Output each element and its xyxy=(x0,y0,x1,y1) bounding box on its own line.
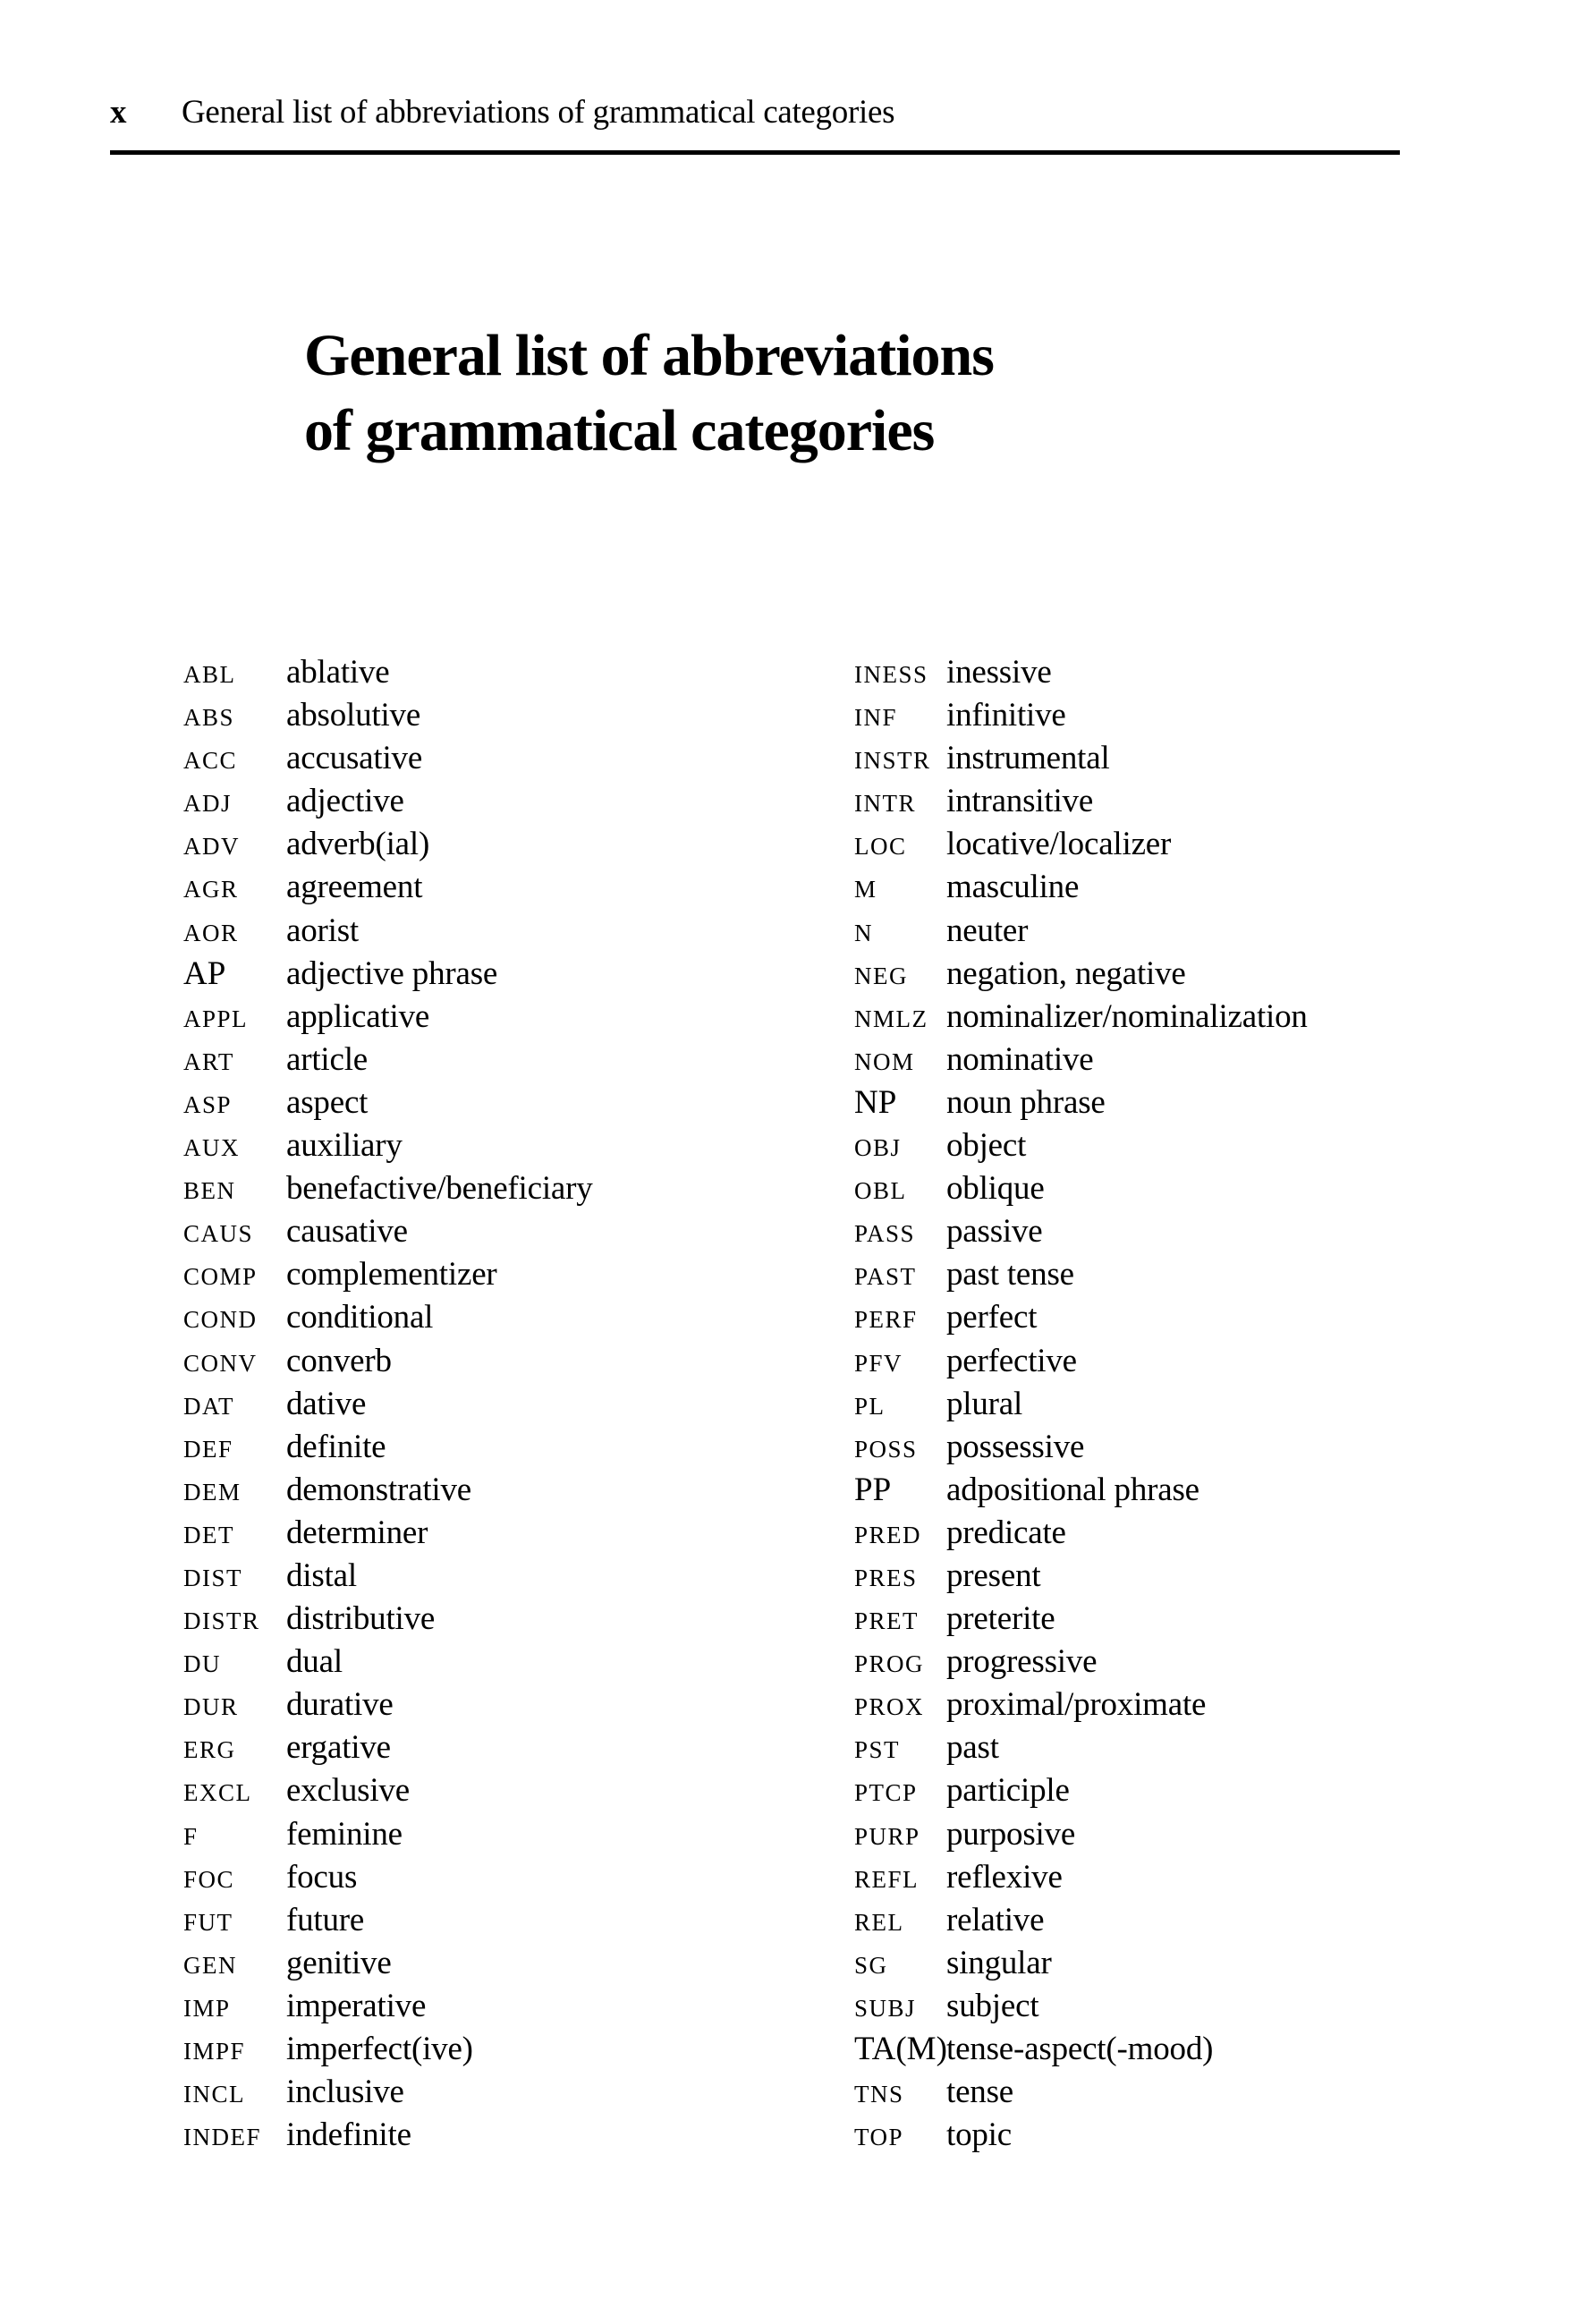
abbreviation-definition: inessive xyxy=(946,654,1052,691)
abbreviation-definition: instrumental xyxy=(946,740,1110,777)
abbreviation-label: SG xyxy=(854,1951,888,1979)
abbreviation-row xyxy=(183,653,827,696)
abbreviation-row xyxy=(854,1685,1427,1728)
abbreviation-definition: exclusive xyxy=(286,1772,410,1810)
abbreviation-label: ART xyxy=(183,1047,234,1075)
abbreviation-label: PAST xyxy=(854,1263,917,1291)
abbreviation-label: PFV xyxy=(854,1349,903,1377)
abbreviation-row xyxy=(854,1771,1427,1814)
abbreviation-row xyxy=(183,1944,827,1987)
abbreviation-label: PRED xyxy=(854,1521,922,1548)
abbreviation-row xyxy=(854,2073,1427,2116)
abbreviation-row xyxy=(183,1771,827,1814)
abbreviation-definition: auxiliary xyxy=(286,1127,403,1165)
abbreviation-label: INF xyxy=(854,704,898,732)
abbreviation-definition: dative xyxy=(286,1385,367,1422)
page-title xyxy=(304,318,994,469)
abbreviation-definition: noun phrase xyxy=(946,1083,1106,1121)
abbreviation-label: POSS xyxy=(854,1435,918,1463)
abbreviation-definition: accusative xyxy=(286,740,423,777)
abbreviation-definition: benefactive/beneficiary xyxy=(286,1170,593,1208)
abbreviation-row xyxy=(854,1599,1427,1642)
abbreviation-row xyxy=(183,2030,827,2073)
abbreviation-label: AGR xyxy=(183,876,239,903)
abbreviation-definition: feminine xyxy=(286,1815,403,1853)
abbreviation-definition: article xyxy=(286,1040,369,1078)
abbreviation-label: SUBJ xyxy=(854,1994,917,2022)
abbreviation-row xyxy=(183,2116,827,2159)
abbreviation-row xyxy=(854,1728,1427,1771)
abbreviation-label: APPL xyxy=(183,1005,249,1032)
abbreviation-label: BEN xyxy=(183,1177,236,1205)
abbreviation-definition: relative xyxy=(946,1901,1045,1938)
page-number: x xyxy=(110,94,127,131)
abbreviation-definition: nominalizer/nominalization xyxy=(946,997,1308,1035)
abbreviation-row xyxy=(854,1342,1427,1385)
abbreviation-definition: indefinite xyxy=(286,2116,411,2154)
abbreviation-definition: ergative xyxy=(286,1729,391,1767)
abbreviation-row xyxy=(183,696,827,739)
abbreviation-row xyxy=(183,1126,827,1169)
abbreviation-label: DU xyxy=(183,1650,221,1678)
abbreviation-definition: distributive xyxy=(286,1600,436,1638)
abbreviation-label: DIST xyxy=(183,1564,242,1591)
abbreviation-definition: ablative xyxy=(286,654,390,691)
abbreviation-definition: masculine xyxy=(946,869,1080,906)
abbreviation-label: OBL xyxy=(854,1177,907,1205)
abbreviation-definition: passive xyxy=(946,1213,1043,1251)
abbreviation-label: TOP xyxy=(854,2124,904,2151)
abbreviation-label: ADV xyxy=(183,833,240,861)
abbreviation-label: PROX xyxy=(854,1693,925,1721)
abbreviation-row xyxy=(854,696,1427,739)
abbreviation-label: REL xyxy=(854,1908,904,1936)
abbreviation-label: AOR xyxy=(183,919,239,946)
abbreviation-label: NEG xyxy=(854,962,908,989)
running-header-title: General list of abbreviations of grammatical categories xyxy=(182,94,895,131)
abbreviation-definition: perfect xyxy=(946,1299,1038,1336)
abbreviation-definition: progressive xyxy=(946,1643,1098,1681)
abbreviation-definition: agreement xyxy=(286,869,423,906)
abbreviation-definition: inclusive xyxy=(286,2074,404,2111)
abbreviation-label: DEM xyxy=(183,1478,242,1506)
abbreviation-row xyxy=(854,1901,1427,1944)
abbreviation-row xyxy=(854,1255,1427,1298)
abbreviation-definition: adjective xyxy=(286,783,404,820)
abbreviation-column-left xyxy=(183,653,827,2159)
abbreviation-row xyxy=(854,1556,1427,1599)
abbreviation-row xyxy=(854,954,1427,997)
abbreviation-row xyxy=(183,1169,827,1212)
abbreviation-definition: present xyxy=(946,1556,1041,1594)
abbreviation-definition: dual xyxy=(286,1643,343,1681)
abbreviation-label: ACC xyxy=(183,747,238,775)
abbreviation-definition: determiner xyxy=(286,1514,428,1551)
abbreviation-row xyxy=(183,954,827,997)
abbreviation-row xyxy=(854,1944,1427,1987)
abbreviation-label: INCL xyxy=(183,2081,245,2108)
abbreviation-row xyxy=(854,997,1427,1040)
abbreviation-row xyxy=(854,1815,1427,1858)
abbreviation-label: NP xyxy=(854,1083,897,1121)
abbreviation-label: EXCL xyxy=(183,1779,252,1807)
abbreviation-row xyxy=(183,1514,827,1556)
abbreviation-definition: past tense xyxy=(946,1256,1074,1293)
abbreviation-label: PTCP xyxy=(854,1779,918,1807)
abbreviation-row xyxy=(183,912,827,954)
abbreviation-definition: nominative xyxy=(946,1040,1094,1078)
abbreviation-row xyxy=(854,1642,1427,1685)
abbreviation-row xyxy=(854,1040,1427,1083)
abbreviation-row xyxy=(183,782,827,825)
abbreviation-row xyxy=(183,1685,827,1728)
abbreviation-label: ASP xyxy=(183,1090,233,1118)
abbreviation-label: PURP xyxy=(854,1822,920,1850)
abbreviation-label: DET xyxy=(183,1521,234,1548)
abbreviation-row xyxy=(854,1514,1427,1556)
abbreviation-definition: negation, negative xyxy=(946,954,1186,992)
abbreviation-label: ADJ xyxy=(183,790,233,818)
abbreviation-row xyxy=(854,1385,1427,1428)
abbreviation-label: PL xyxy=(854,1392,886,1420)
abbreviation-definition: applicative xyxy=(286,997,430,1035)
abbreviation-label: PP xyxy=(854,1471,892,1508)
abbreviation-definition: purposive xyxy=(946,1815,1076,1853)
abbreviation-row xyxy=(854,825,1427,868)
abbreviation-label: INSTR xyxy=(854,747,931,775)
abbreviation-definition: adjective phrase xyxy=(286,954,498,992)
abbreviation-label: IMPF xyxy=(183,2038,246,2065)
abbreviation-definition: tense-aspect(-mood) xyxy=(946,2031,1214,2067)
abbreviation-row xyxy=(183,1212,827,1255)
abbreviation-definition: durative xyxy=(286,1686,394,1724)
abbreviation-label: TNS xyxy=(854,2081,904,2108)
abbreviation-definition: distal xyxy=(286,1556,357,1594)
abbreviation-label: INTR xyxy=(854,790,916,818)
abbreviation-label: GEN xyxy=(183,1951,237,1979)
abbreviation-label: FUT xyxy=(183,1908,233,1936)
header-rule xyxy=(110,150,1400,155)
abbreviation-definition: participle xyxy=(946,1772,1070,1810)
abbreviation-definition: intransitive xyxy=(946,783,1094,820)
abbreviation-definition: demonstrative xyxy=(286,1471,472,1508)
abbreviation-row xyxy=(854,2030,1427,2073)
abbreviation-definition: oblique xyxy=(946,1170,1045,1208)
page-title-line-2: of grammatical categories xyxy=(304,398,935,463)
abbreviation-row xyxy=(183,739,827,782)
abbreviation-definition: aorist xyxy=(286,912,360,949)
abbreviation-definition: object xyxy=(946,1127,1027,1165)
abbreviation-row xyxy=(183,1255,827,1298)
abbreviation-label: PRES xyxy=(854,1564,918,1591)
page-title-line-1: General list of abbreviations xyxy=(304,323,994,388)
abbreviation-row xyxy=(183,1815,827,1858)
abbreviation-label: PST xyxy=(854,1736,901,1764)
abbreviation-label: PRET xyxy=(854,1607,920,1635)
abbreviation-definition: perfective xyxy=(946,1342,1077,1379)
abbreviation-definition: predicate xyxy=(946,1514,1066,1551)
abbreviation-definition: adverb(ial) xyxy=(286,826,430,863)
abbreviation-label: LOC xyxy=(854,833,907,861)
abbreviation-label: F xyxy=(183,1822,199,1850)
abbreviation-label: FOC xyxy=(183,1865,235,1893)
abbreviation-label: COND xyxy=(183,1306,258,1334)
abbreviation-row xyxy=(854,1428,1427,1471)
abbreviation-definition: proximal/proximate xyxy=(946,1686,1207,1724)
abbreviation-row xyxy=(183,1342,827,1385)
abbreviation-row xyxy=(183,1040,827,1083)
abbreviation-definition: infinitive xyxy=(946,697,1066,734)
abbreviation-row xyxy=(854,1083,1427,1126)
abbreviation-label: DAT xyxy=(183,1392,234,1420)
abbreviation-definition: absolutive xyxy=(286,697,421,734)
abbreviation-row xyxy=(183,1728,827,1771)
abbreviation-definition: past xyxy=(946,1729,999,1767)
abbreviation-definition: focus xyxy=(286,1858,358,1896)
abbreviation-column-right xyxy=(854,653,1427,2159)
abbreviation-definition: possessive xyxy=(946,1428,1085,1465)
abbreviation-definition: complementizer xyxy=(286,1256,497,1293)
abbreviation-row xyxy=(854,2116,1427,2159)
abbreviation-label: INDEF xyxy=(183,2124,261,2151)
abbreviation-row xyxy=(183,1298,827,1341)
abbreviation-definition: causative xyxy=(286,1213,408,1251)
abbreviation-row xyxy=(183,868,827,911)
abbreviation-row xyxy=(854,1987,1427,2030)
abbreviation-row xyxy=(854,1212,1427,1255)
abbreviation-definition: reflexive xyxy=(946,1858,1063,1896)
abbreviation-label: DISTR xyxy=(183,1607,260,1635)
abbreviation-label: NMLZ xyxy=(854,1005,928,1032)
abbreviation-label: PASS xyxy=(854,1220,916,1248)
abbreviation-definition: definite xyxy=(286,1428,386,1465)
abbreviation-definition: neuter xyxy=(946,912,1029,949)
abbreviation-definition: aspect xyxy=(286,1083,369,1121)
abbreviation-row xyxy=(183,1901,827,1944)
abbreviation-label: AP xyxy=(183,954,226,992)
abbreviation-row xyxy=(854,912,1427,954)
abbreviation-definition: preterite xyxy=(946,1600,1055,1638)
abbreviation-row xyxy=(183,1858,827,1901)
abbreviation-definition: conditional xyxy=(286,1299,434,1336)
abbreviation-label: DUR xyxy=(183,1693,239,1721)
abbreviation-row xyxy=(854,868,1427,911)
abbreviation-row xyxy=(854,739,1427,782)
abbreviation-label: ERG xyxy=(183,1736,236,1764)
abbreviation-row xyxy=(854,1126,1427,1169)
abbreviation-definition: genitive xyxy=(286,1944,392,1981)
abbreviation-row xyxy=(183,1471,827,1514)
abbreviation-row xyxy=(183,1642,827,1685)
abbreviation-row xyxy=(854,1298,1427,1341)
abbreviation-row xyxy=(854,653,1427,696)
abbreviation-label: COMP xyxy=(183,1263,258,1291)
abbreviation-label: CONV xyxy=(183,1349,258,1377)
abbreviation-row xyxy=(183,2073,827,2116)
abbreviation-label: NOM xyxy=(854,1047,915,1075)
abbreviation-row xyxy=(183,1987,827,2030)
abbreviation-row xyxy=(854,1471,1427,1514)
abbreviation-label: PERF xyxy=(854,1306,918,1334)
abbreviation-definition: plural xyxy=(946,1385,1023,1422)
abbreviation-label: INESS xyxy=(854,661,928,688)
abbreviation-label: ABL xyxy=(183,661,236,688)
abbreviation-definition: topic xyxy=(946,2116,1012,2154)
abbreviation-row xyxy=(183,1599,827,1642)
abbreviation-label: IMP xyxy=(183,1994,231,2022)
abbreviation-definition: adpositional phrase xyxy=(946,1471,1199,1508)
abbreviation-definition: future xyxy=(286,1901,365,1938)
abbreviation-row xyxy=(854,1858,1427,1901)
abbreviation-row xyxy=(183,997,827,1040)
abbreviation-label: CAUS xyxy=(183,1220,254,1248)
abbreviation-row xyxy=(854,782,1427,825)
abbreviation-label: AUX xyxy=(183,1134,240,1162)
abbreviation-row xyxy=(183,1556,827,1599)
abbreviation-definition: tense xyxy=(946,2074,1014,2111)
abbreviation-definition: imperfect(ive) xyxy=(286,2031,473,2067)
abbreviation-definition: imperative xyxy=(286,1987,427,2024)
abbreviation-row xyxy=(183,1428,827,1471)
abbreviation-row xyxy=(183,1385,827,1428)
abbreviation-definition: subject xyxy=(946,1987,1039,2024)
abbreviation-definition: singular xyxy=(946,1944,1052,1981)
abbreviation-row xyxy=(854,1169,1427,1212)
abbreviation-label: M xyxy=(854,876,877,903)
abbreviation-label: TA(M) xyxy=(854,2031,947,2067)
abbreviation-row xyxy=(183,825,827,868)
abbreviation-label: PROG xyxy=(854,1650,925,1678)
abbreviation-row xyxy=(183,1083,827,1126)
abbreviation-label: N xyxy=(854,919,873,946)
abbreviation-label: ABS xyxy=(183,704,235,732)
abbreviation-label: REFL xyxy=(854,1865,920,1893)
abbreviation-definition: converb xyxy=(286,1342,392,1379)
abbreviation-definition: locative/localizer xyxy=(946,826,1172,863)
abbreviation-label: DEF xyxy=(183,1435,233,1463)
abbreviation-label: OBJ xyxy=(854,1134,902,1162)
